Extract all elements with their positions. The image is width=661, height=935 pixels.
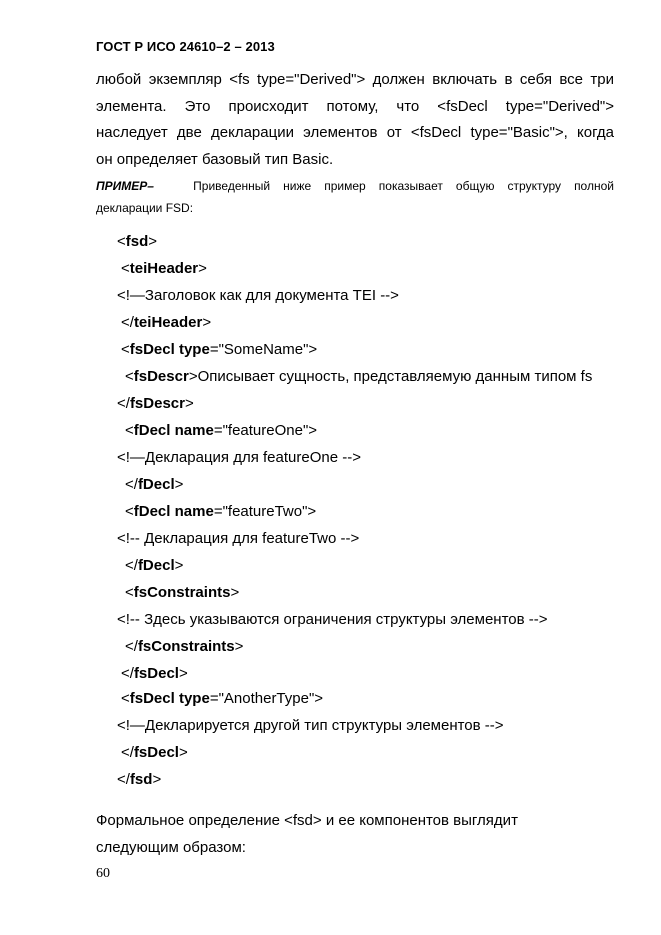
code-line: <fsConstraints> <box>125 584 240 601</box>
code-line: </teiHeader> <box>121 314 212 331</box>
code-line: </fsDecl> <box>121 744 188 761</box>
code-line: <!-- Здесь указываются ограничения структуры элементов --> <box>117 611 548 628</box>
code-line: <!-- Декларация для featureTwo --> <box>117 530 360 547</box>
outro-line: следующим образом: <box>96 838 246 856</box>
code-line: <fsDecl type="AnotherType"> <box>121 690 324 707</box>
code-line: <!—Декларация для featureOne --> <box>117 449 361 466</box>
code-line: </fsd> <box>117 771 162 788</box>
code-line: </fDecl> <box>125 557 184 574</box>
document-header: ГОСТ Р ИСО 24610–2 – 2013 <box>96 39 275 54</box>
intro-line: любой экземпляр <fs type="Derived"> должен включать в себя все три <box>96 71 614 88</box>
code-line: <fDecl name="featureTwo"> <box>125 503 317 520</box>
code-line: <!—Заголовок как для документа TEI --> <box>117 287 399 304</box>
code-line: <fDecl name="featureOne"> <box>125 422 318 439</box>
example-text: Приведенный ниже пример показывает общую структуру полной <box>193 179 614 193</box>
outro-line: Формальное определение <fsd> и ее компонентов выглядит <box>96 812 518 829</box>
page-number: 60 <box>96 866 110 881</box>
example-label: ПРИМЕР– <box>96 179 154 193</box>
code-line: <fsDecl type="SomeName"> <box>121 341 318 358</box>
code-line: </fsConstraints> <box>125 638 244 655</box>
code-line: </fDecl> <box>125 476 184 493</box>
outro-paragraph <box>96 808 518 861</box>
code-line: <!—Декларируется другой тип структуры элементов --> <box>117 717 504 734</box>
code-line: <fsDescr>Описывает сущность, представляемую данным типом fs <box>125 368 593 385</box>
code-line: </fsDescr> <box>117 395 194 412</box>
code-line: <teiHeader> <box>121 260 207 277</box>
intro-line: он определяет базовый тип Basic. <box>96 150 334 168</box>
code-line: </fsDecl> <box>121 665 188 682</box>
intro-line: наследует две декларации элементов от <fsDecl type="Basic">, когда <box>96 124 614 141</box>
code-line: <fsd> <box>117 233 158 250</box>
example-line: декларации FSD: <box>96 201 194 215</box>
intro-line: элемента. Это происходит потому, что <fsDecl type="Derived"> <box>96 97 614 115</box>
